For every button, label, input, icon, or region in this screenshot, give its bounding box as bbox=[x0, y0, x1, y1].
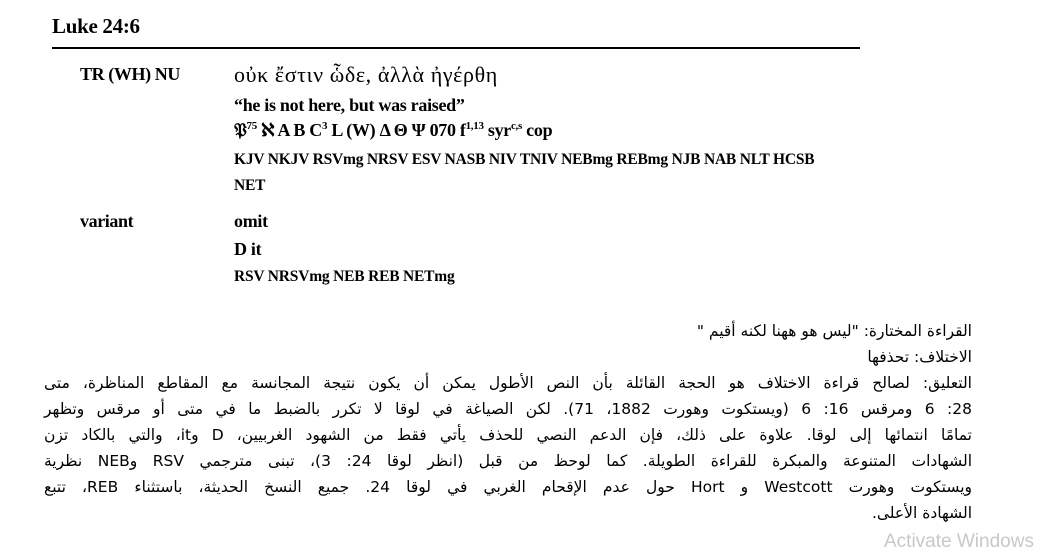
syriac-witness: syr bbox=[483, 120, 511, 140]
variant-translations: RSV NRSVmg NEB REB NETmg bbox=[234, 268, 455, 285]
arabic-commentary-line: 28: 6 ومرقس 16: 6 (ويستكوت وهورت 1882، 71). لكن الصياغة في لوقا لا تكرر بالضبط ما في متى أو مرقس وتظهر bbox=[44, 400, 972, 418]
arabic-commentary-line: التعليق: لصالح قراءة الاختلاف هو الحجة القائلة بأن النص الأطول يمكن أن يكون نتيجة المجانسة مع المقاطع المناظرة، متى bbox=[44, 374, 972, 392]
reading-gloss: “he is not here, but was raised” bbox=[234, 95, 465, 115]
more-witnesses: L (W) Δ Θ Ψ 070 f bbox=[327, 120, 466, 140]
reading-translations-line1: KJV NKJV RSVmg NRSV ESV NASB NIV TNIV NEBmg REBmg NJB NAB NLT HCSB bbox=[234, 151, 815, 168]
papyrus-number: 75 bbox=[246, 120, 257, 132]
verse-reference-heading: Luke 24:6 bbox=[52, 14, 140, 38]
arabic-commentary-line: ويستكوت وهورت Westcott و Hort حول عدم الإقحام الغربي في لوقا 24. جميع النسخ الحديثة، باستثناء REB، تتبع bbox=[44, 478, 972, 496]
uncial-witnesses: ℵ A B C bbox=[256, 120, 322, 140]
arabic-commentary-line: تمامًا انتمائها إلى لوقا. علاوة على ذلك، فإن الدعم النصي للحذف يأتي فقط من الشهود الغربيين، D وit، والتي بالكاد تزن bbox=[44, 426, 972, 444]
reading-manuscript-witnesses bbox=[234, 120, 552, 141]
arabic-commentary-line: الشهادة الأعلى. bbox=[871, 504, 972, 522]
variant-witnesses: D it bbox=[234, 239, 262, 259]
reading-label: TR (WH) NU bbox=[80, 64, 180, 84]
greek-reading-text: οὐκ ἔστιν ὧδε, ἀλλὰ ἠγέρθη bbox=[234, 62, 498, 87]
arabic-commentary-line: القراءة المختارة: "ليس هو ههنا لكنه أقيم " bbox=[696, 322, 972, 340]
arabic-commentary-line: الشهادات المتنوعة والمبكرة للقراءة الطويلة. كما لوحظ من قبل (انظر لوقا 24: 3)، تبنى مترجمي RSV وNEB نظرية bbox=[44, 452, 972, 470]
variant-label: variant bbox=[80, 211, 134, 231]
variant-text: omit bbox=[234, 211, 268, 231]
heading-divider bbox=[52, 47, 860, 49]
arabic-commentary-line: الاختلاف: تحذفها bbox=[867, 348, 972, 366]
papyrus-symbol: 𝔓 bbox=[234, 120, 247, 140]
syriac-versions: c,s bbox=[510, 120, 522, 132]
coptic-witness: cop bbox=[521, 120, 553, 140]
corrector-number: 3 bbox=[321, 120, 328, 132]
activation-watermark: Activate Windows bbox=[884, 531, 1034, 552]
reading-translations-line2: NET bbox=[234, 177, 266, 194]
family-numbers: 1,13 bbox=[465, 120, 484, 132]
